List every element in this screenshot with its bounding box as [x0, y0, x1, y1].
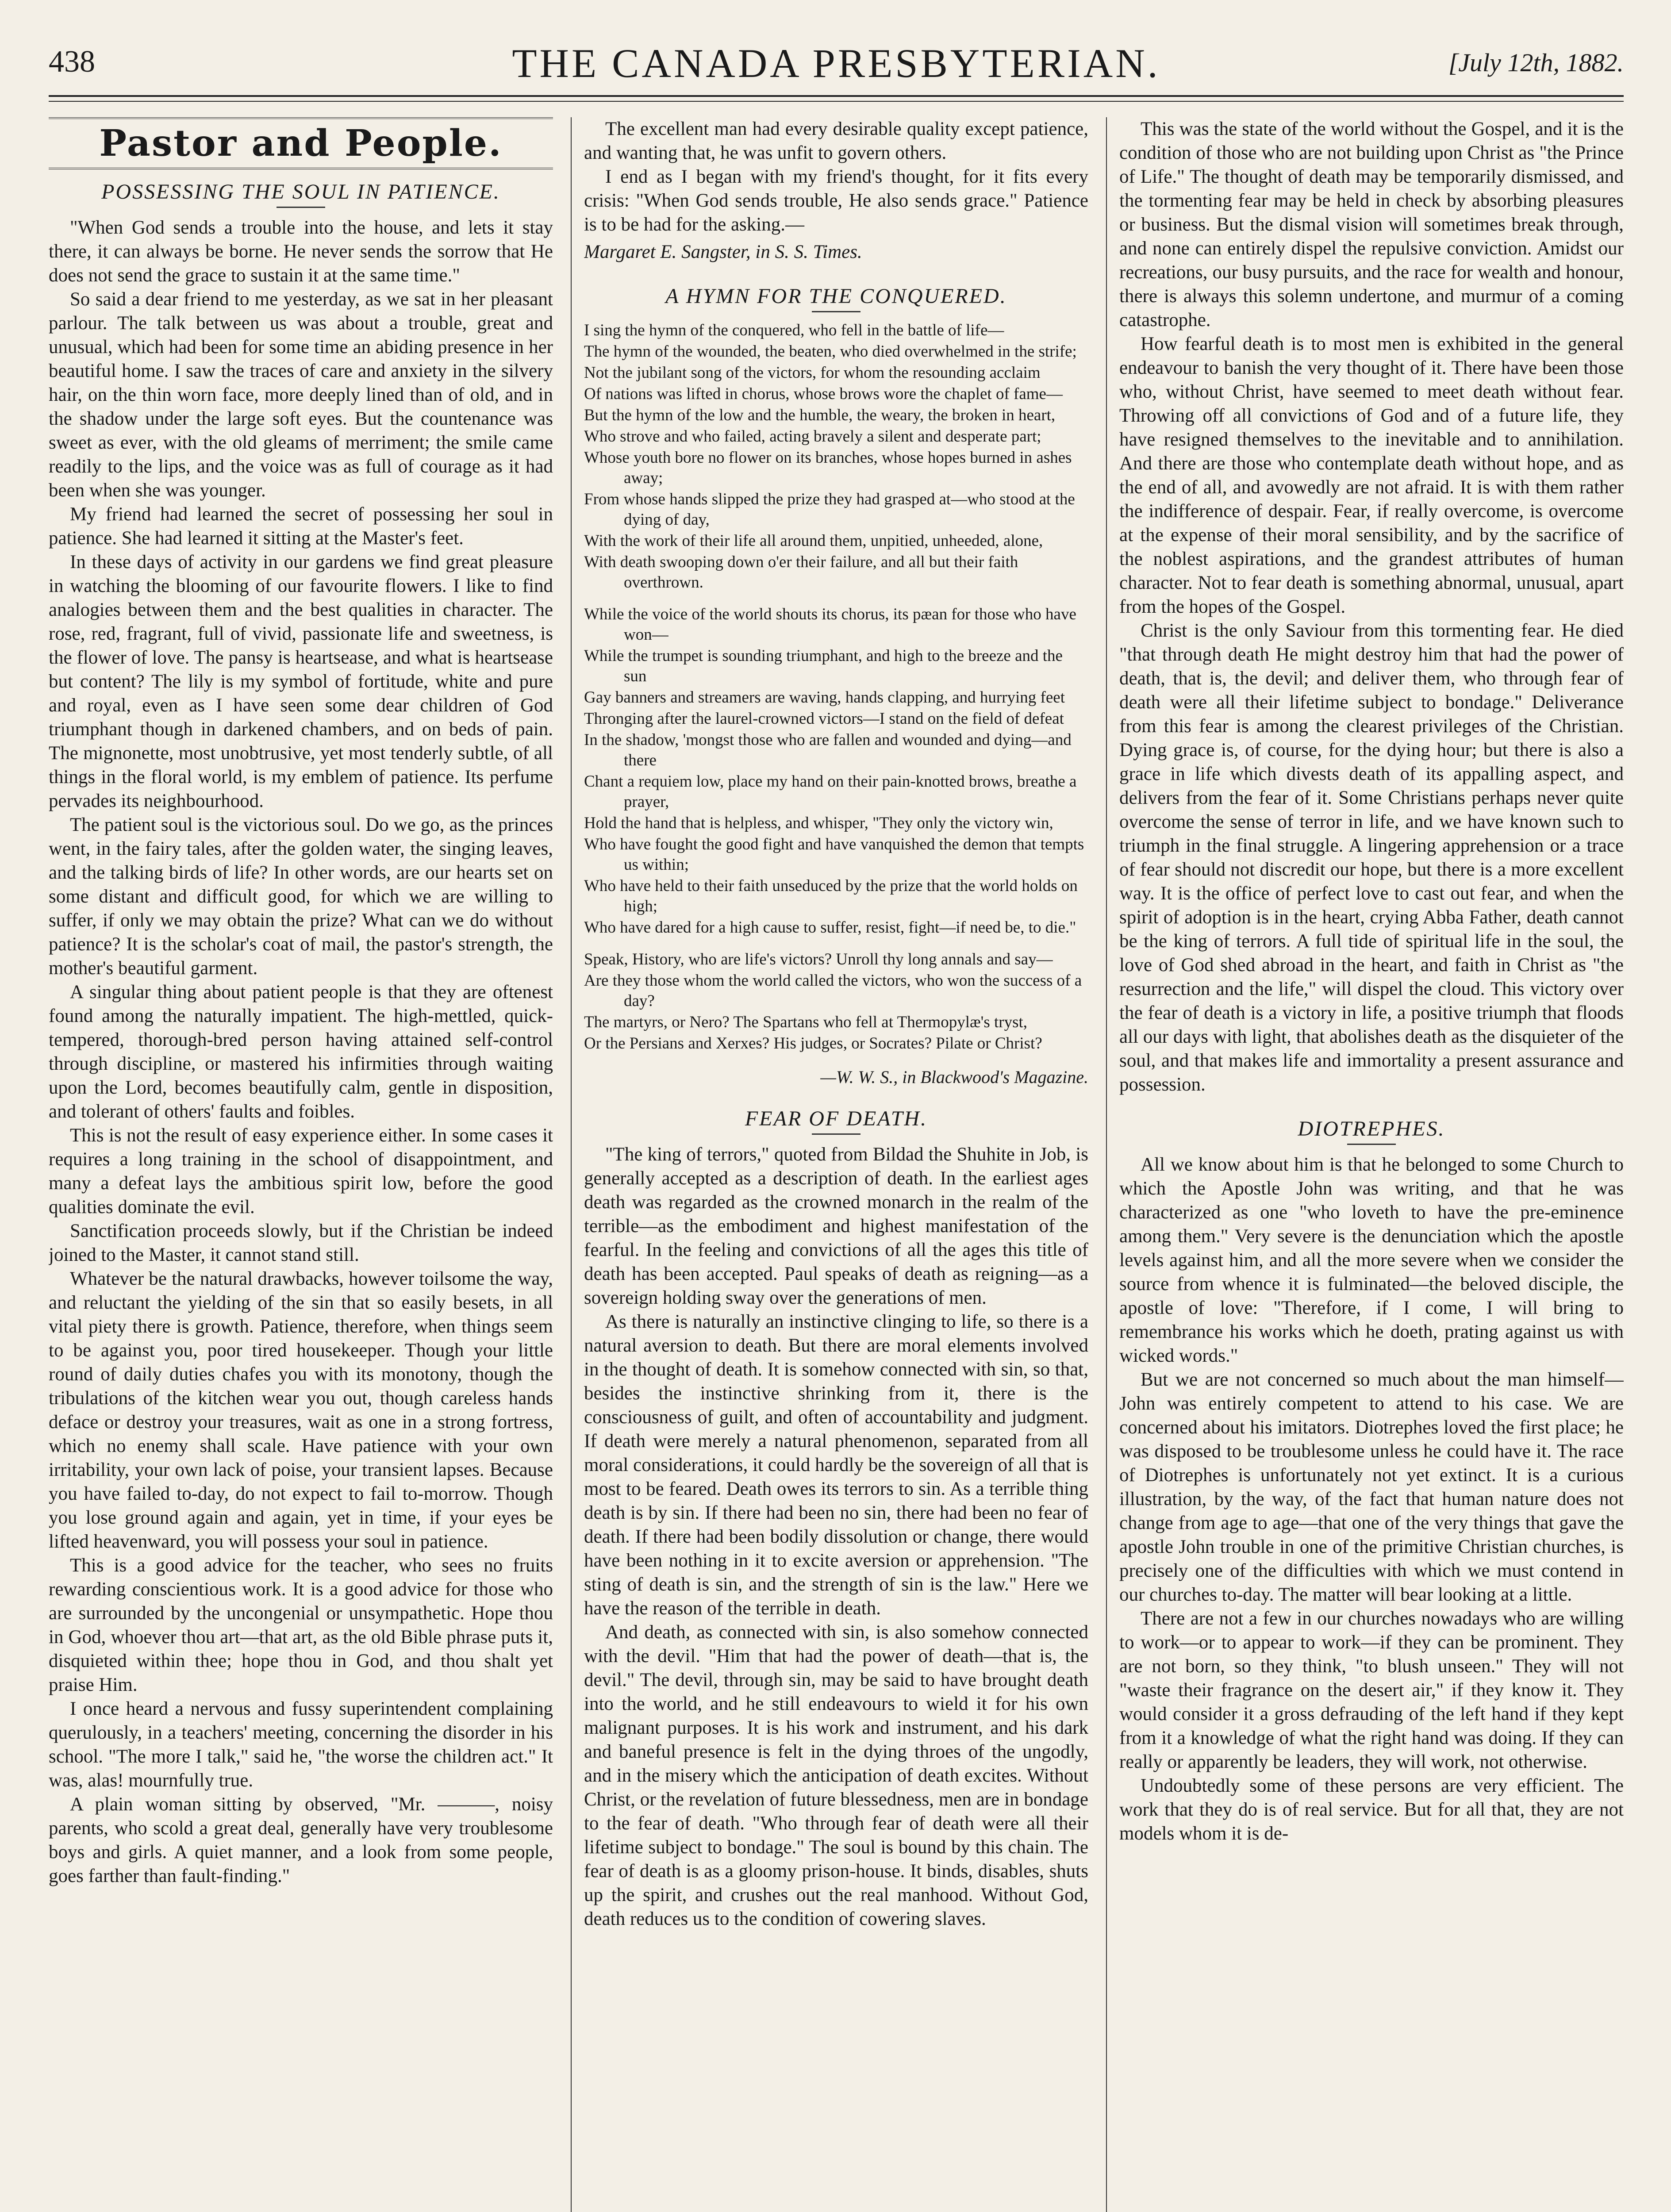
paragraph: Sanctification proceeds slowly, but if the Christian be indeed joined to the Master, it cannot stand still. — [49, 1221, 553, 1265]
page-number: 438 — [49, 45, 95, 79]
poem-line: Thronging after the laurel-crowned victors—I stand on the field of defeat — [584, 710, 1064, 728]
poem-line: Or the Persians and Xerxes? His judges, or Socrates? Pilate or Christ? — [584, 1034, 1042, 1052]
column-3 — [1119, 117, 1624, 2212]
poem-line: From whose hands slipped the prize they had grasped at—who stood at the dying of day, — [584, 490, 1075, 529]
poem-stanza — [584, 949, 1088, 1054]
poem-line: Of nations was lifted in chorus, whose brows wore the chaplet of fame— — [584, 385, 1063, 403]
paragraph: This was the state of the world without the Gospel, and it is the condition of those who are not building upon Christ as "the Prince of Life." The thought of death may be temporarily dismissed, and the tormenting fear may be held in check by absorbing pleasures or business. But the dismal vision will sometimes break through, and none can entirely dispel the repulsive conviction. Amidst our recreations, our busy pursuits, and the race for wealth and honour, there is always this solemn undertone, and murmur of a coming catastrophe. — [1119, 119, 1624, 330]
section-heading: Pastor and People. — [49, 117, 553, 169]
newspaper-title: THE CANADA PRESBYTERIAN. — [512, 41, 1160, 86]
poem-line: Hold the hand that is helpless, and whisper, "They only the victory win, — [584, 814, 1053, 832]
paragraph: I end as I began with my friend's thought, for it fits every crisis: "When God sends trouble, He also sends grace." Patience is to be had for the asking.— — [584, 166, 1088, 235]
poem-line: While the voice of the world shouts its chorus, its pæan for those who have won— — [584, 605, 1076, 644]
paragraph: As there is naturally an instinctive clinging to life, so there is a natural aversion to death. But there are moral elements involved in the thought of death. It is somehow connected with sin, so that, besides the instinctive shrinking from it, there is the consciousness of guilt, and often of accountability and judgment. If death were merely a natural phenomenon, separated from all moral considerations, it could hardly be the sovereign of all that is most to be feared. Death owes its terrors to sin. As a terrible thing death is by sin. If there had been no sin, there had been no fear of death. If there had been bodily dissolution or change, there would have been nothing in it to excite aversion or apprehension. "The sting of death is sin, and the strength of sin is the law." Here we have the reason of the terrible in death. — [584, 1311, 1088, 1619]
article-title: POSSESSING THE SOUL IN PATIENCE. — [101, 180, 500, 204]
column-2 — [584, 117, 1088, 2212]
paragraph: Christ is the only Saviour from this tormenting fear. He died "that through death He might destroy him that had the power of death, that is, the devil; and deliver them, who through fear of death were all their lifetime subject to bondage." Deliverance from this fear is among the clearest privileges of the Christian. Dying grace is, of course, for the dying hour; but there is also a grace in life which divests death of its appalling aspect, and delivers from the fear of it. Some Christians perhaps never quite overcome the sense of terror in life, and we have known such to triumph in the final struggle. A lingering apprehension or a trace of fear should not discredit our hope, but there is a more excellent way. It is the office of perfect love to cast out fear, and when the spirit of adoption is in the heart, crying Abba Father, death cannot be the king of terrors. A full tide of spiritual life in the soul, the love of God shed abroad in the heart, and faith in Christ as "the resurrection and the life," will dispel the cloud. This victory over the fear of death is a victory in life, a positive triumph that floods all our days with light, that abolishes death as the disquieter of the soul, and that makes life and immortality a present assurance and possession. — [1119, 620, 1624, 1095]
paragraph: Whatever be the natural drawbacks, however toilsome the way, and reluctant the yielding of the sin that so easily besets, in all vital piety there is growth. Patience, therefore, when things seem to be against you, poor tired housekeeper. Though your little round of daily duties chafes you with its monotony, though the tribulations of the kitchen wear you out, though careless hands deface or destroy your treasures, wait as one in a strong fortress, which no enemy shall scale. Have patience with your own irritability, your own lack of poise, your transient lapses. Because you have failed to-day, do not expect to fail to-morrow. Though you lose ground again and again, yet in time, if your eyes be lifted heavenward, you will possess your soul in patience. — [49, 1268, 553, 1552]
paragraph: How fearful death is to most men is exhibited in the general endeavour to banish the very thought of it. There have been those who, without Christ, have seemed to meet death without fear. Throwing off all convictions of God and of a future life, they have resigned themselves to the inevitable and to annihilation. And there are those who contemplate death without hope, and as the end of all, and avowedly are not afraid. It is with them rather the indifference of despair. Fear, if really overcome, is overcome at the expense of their moral sensibility, and by the sacrifice of the noblest aspirations, and the grandest attributes of human character. Not to fear death is something abnormal, unusual, apart from the hopes of the Gospel. — [1119, 334, 1624, 617]
title-rule — [812, 1133, 860, 1135]
poem-line: Who have held to their faith unseduced by the prize that the world holds on high; — [584, 877, 1078, 915]
paragraph: A singular thing about patient people is that they are oftenest found among the naturally impatient. The high-mettled, quick-tempered, thorough-bred person having attained self-control through discipline, or mastered his infirmities through waiting upon the Lord, becomes beautifully calm, gentle in disposition, and tolerant of others' faults and foibles. — [49, 982, 553, 1122]
masthead-rule — [49, 95, 1624, 97]
paragraph: The excellent man had every desirable quality except patience, and wanting that, he was unfit to govern others. — [584, 119, 1088, 163]
paragraph: All we know about him is that he belonged to some Church to which the Apostle John was writing, and that he was characterized as one "who loveth to have the pre-eminence among them." Very severe is the denunciation which the apostle levels against him, and all the more severe when we consider the source from whence it is fulminated—the beloved disciple, the apostle of love: "Therefore, if I come, I will bring to remembrance his works which he doeth, prating against us with wicked words." — [1119, 1154, 1624, 1366]
poem-line: While the trumpet is sounding triumphant, and high to the breeze and the sun — [584, 647, 1063, 685]
poem-line: In the shadow, 'mongst those who are fallen and wounded and dying—and there — [584, 731, 1072, 769]
poem-line: Who have dared for a high cause to suffer, resist, fight—if need be, to die." — [584, 918, 1076, 937]
masthead — [49, 40, 1624, 88]
poem-line: Speak, History, who are life's victors? Unroll thy long annals and say— — [584, 950, 1053, 968]
column-divider — [1106, 117, 1107, 2212]
article-signature: Margaret E. Sangster, in S. S. Times. — [584, 242, 862, 262]
poem-stanza — [584, 320, 1088, 593]
poem-line: Who have fought the good fight and have vanquished the demon that tempts us within; — [584, 835, 1084, 874]
title-rule — [1347, 1144, 1396, 1145]
paragraph: Undoubtedly some of these persons are very efficient. The work that they do is of real service. But for all that, they are not models whom it is de- — [1119, 1775, 1624, 1844]
paragraph: The patient soul is the victorious soul. Do we go, as the princes went, in the fairy tales, after the golden water, the singing leaves, and the talking birds of life? In other words, are our hearts set on some distant and difficult good, for which we are willing to suffer, if only we may obtain the prize? What can we do without patience? It is the scholar's coat of mail, the pastor's strength, the mother's beautiful garment. — [49, 814, 553, 979]
poem-line: With the work of their life all around them, unpitied, unheeded, alone, — [584, 532, 1043, 550]
poem-line: I sing the hymn of the conquered, who fell in the battle of life— — [584, 321, 1004, 339]
article-title: FEAR OF DEATH. — [745, 1107, 928, 1130]
poem-line: Not the jubilant song of the victors, for whom the resounding acclaim — [584, 364, 1041, 382]
poem-line: Gay banners and streamers are waving, hands clapping, and hurrying feet — [584, 688, 1065, 707]
title-rule — [277, 207, 325, 208]
poem-line: Are they those whom the world called the victors, who won the success of a day? — [584, 972, 1082, 1010]
paragraph: "The king of terrors," quoted from Bildad the Shuhite in Job, is generally accepted as a description of death. In the earliest ages death was regarded as the crowned monarch in the realm of the terrible—as the embodiment and highest manifestation of the fearful. In the feeling and convictions of all the ages this title of death has been accepted. Paul speaks of death as reigning—as a sovereign holding sway over the generations of men. — [584, 1144, 1088, 1308]
poem-line: Chant a requiem low, place my hand on their pain-knotted brows, breathe a prayer, — [584, 772, 1077, 811]
article-title: DIOTREPHES. — [1298, 1117, 1445, 1141]
paragraph: This is not the result of easy experience either. In some cases it requires a long training in the school of disappointment, and many a defeat lays the ambitious spirit low, before the good qualities dominate the evil. — [49, 1125, 553, 1217]
paragraph: "When God sends a trouble into the house, and lets it stay there, it can always be borne. He never sends the sorrow that He does not send the grace to sustain it at the same time." — [49, 217, 553, 286]
poem-stanza — [584, 604, 1088, 938]
paragraph: There are not a few in our churches nowadays who are willing to work—or to appear to work—if they can be prominent. They are not born, so they think, "to blush unseen." They will not "waste their fragrance on the desert air," if they know it. They would consider it a gross defrauding of the left hand if they kept from it a knowledge of what the right hand was doing. If they can really or apparently be leaders, they will work, not otherwise. — [1119, 1608, 1624, 1772]
column-1 — [49, 117, 553, 2212]
paragraph: So said a dear friend to me yesterday, as we sat in her pleasant parlour. The talk between us was about a trouble, great and unusual, which had been for some time an abiding presence in her beautiful home. I saw the traces of care and anxiety in the silvery hair, on the thin worn face, more deeply lined than of old, and in the shadow under the large soft eyes. But the countenance was sweet as ever, with the old gleams of merriment; the smile came readily to the lips, and the voice was as full of courage as it had been when she was younger. — [49, 289, 553, 501]
paragraph: I once heard a nervous and fussy superintendent complaining querulously, in a teachers' meeting, concerning the disorder in his school. "The more I talk," said he, "the worse the children act." It was, alas! mournfully true. — [49, 1698, 553, 1791]
paragraph: And death, as connected with sin, is also somehow connected with the devil. "Him that had the power of death—that is, the devil." The devil, through sin, may be said to have brought death into the world, and he still endeavours to wield it for his own malignant purposes. It is his work and instrument, and his dark and baneful presence is felt in the dying throes of the ungodly, and in the misery which the anticipation of death excites. Without Christ, or the revelation of future blessedness, men are in bondage to the fear of death. "Who through fear of death were all their lifetime subject to bondage." The soul is bound by this chain. The fear of death is as a gloomy prison-house. It binds, disables, shuts up the spirit, and crushes out the real manhood. Without God, death reduces us to the condition of cowering slaves. — [584, 1622, 1088, 1929]
paragraph: A plain woman sitting by observed, "Mr. ———, noisy parents, who scold a great deal, generally have very troublesome boys and girls. A quiet manner, and a look from some people, goes farther than fault-finding." — [49, 1794, 553, 1886]
poem-line: Whose youth bore no flower on its branches, whose hopes burned in ashes away; — [584, 449, 1072, 487]
poem-line: The martyrs, or Nero? The Spartans who fell at Thermopylæ's tryst, — [584, 1013, 1028, 1031]
issue-date: [July 12th, 1882. — [1448, 48, 1624, 77]
paragraph: My friend had learned the secret of possessing her soul in patience. She had learned it sitting at the Master's feet. — [49, 504, 553, 549]
poem-line: The hymn of the wounded, the beaten, who died overwhelmed in the strife; — [584, 342, 1077, 361]
poem-line: But the hymn of the low and the humble, the weary, the broken in heart, — [584, 406, 1056, 424]
poem-line: With death swooping down o'er their failure, and all but their faith overthrown. — [584, 553, 1018, 591]
title-rule — [812, 311, 860, 312]
paragraph: This is a good advice for the teacher, who sees no fruits rewarding conscientious work. It is a good advice for those who are surrounded by the uncongenial or unsympathetic. Hope thou in God, whoever thou art—that art, as the old Bible phrase puts it, disquieted within thee; hope thou in God, and thou shalt yet praise Him. — [49, 1555, 553, 1695]
poem-title: A HYMN FOR THE CONQUERED. — [665, 284, 1007, 308]
column-divider — [571, 117, 572, 2212]
masthead-rule-thin — [49, 101, 1624, 102]
paragraph: But we are not concerned so much about the man himself—John was entirely competent to attend to his case. We are concerned about his imitators. Diotrephes loved the first place; he was disposed to be troublesome unless he could have it. The race of Diotrephes is unfortunately not yet extinct. It is a curious illustration, by the way, of the fact that human nature does not change from age to age—that one of the very things that gave the apostle John trouble in one of the primitive Christian churches, is precisely one of the difficulties with which we must contend in our churches to-day. The matter will bear looking at a little. — [1119, 1369, 1624, 1605]
poem-signature: —W. W. S., in Blackwood's Magazine. — [820, 1067, 1088, 1087]
poem-line: Who strove and who failed, acting bravely a silent and desperate part; — [584, 427, 1041, 445]
paragraph: In these days of activity in our gardens we find great pleasure in watching the blooming of our favourite flowers. I like to find analogies between them and the best qualities in character. The rose, red, fragrant, full of vivid, passionate life and sweetness, is the flower of love. The pansy is heartsease, and what is heartsease but content? The lily is my symbol of fortitude, white and pure and royal, even as I have seen some dear children of God triumphant though in darkened chambers, and on beds of pain. The mignonette, most unobtrusive, yet most tenderly subtle, of all things in the floral world, is my emblem of patience. Its perfume pervades its neighbourhood. — [49, 552, 553, 811]
poem — [584, 320, 1088, 1054]
